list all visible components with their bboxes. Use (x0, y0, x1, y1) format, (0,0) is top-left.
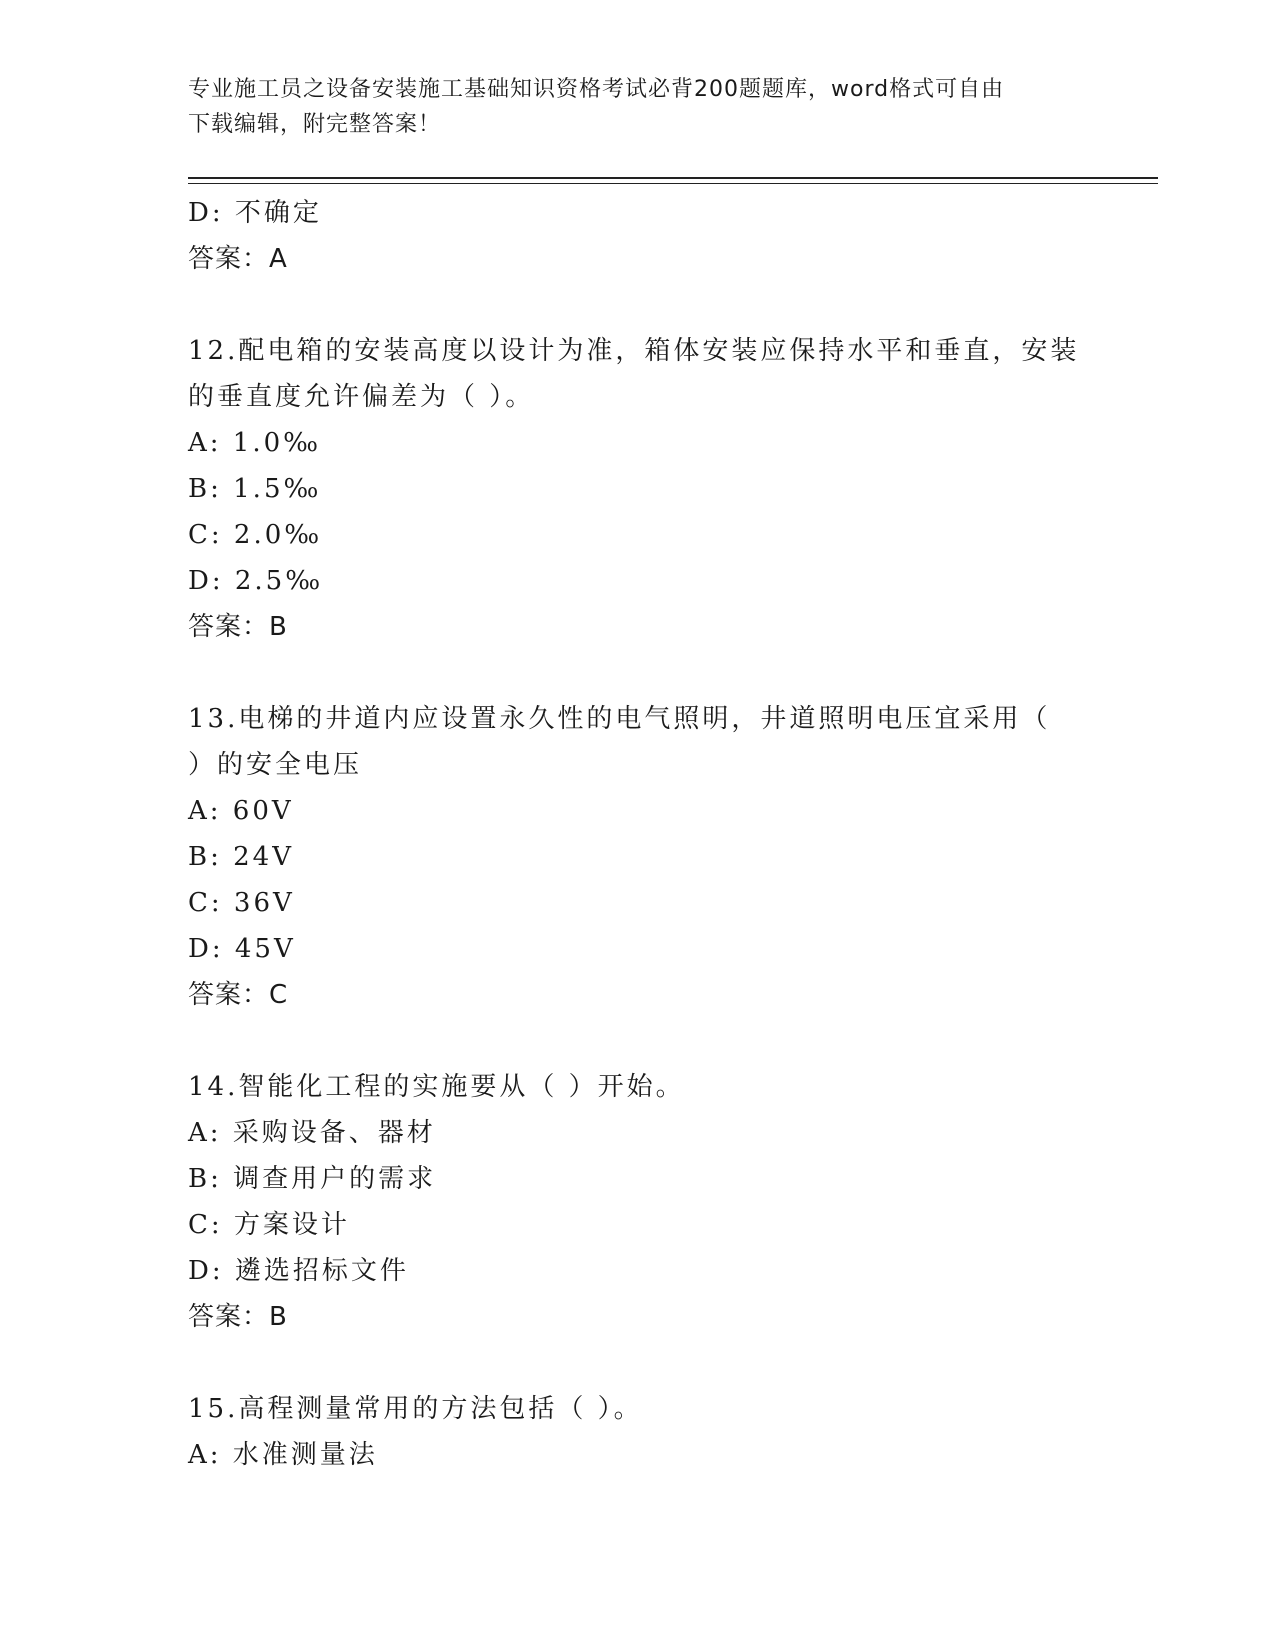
document-header (188, 72, 1088, 142)
question-14 (188, 1064, 1088, 1340)
option-c: C: 2.0‰ (188, 520, 323, 550)
option-c: C: 方案设计 (188, 1210, 350, 1240)
answer-line: 答案：B (188, 612, 288, 642)
question-stem-line: ）的安全电压 (188, 750, 363, 780)
question-stem-line: 14.智能化工程的实施要从（ ）开始。 (188, 1072, 685, 1102)
option-d: D: 45V (188, 934, 296, 964)
spacer (188, 282, 1088, 328)
option-a: A: 1.0‰ (188, 428, 322, 458)
option-d: D: 遴选招标文件 (188, 1256, 409, 1286)
answer-line: 答案：C (188, 980, 289, 1010)
question-stem-line: 的垂直度允许偏差为（ ）。 (188, 382, 535, 412)
option-b: B: 24V (188, 842, 294, 872)
option-b: B: 1.5‰ (188, 474, 322, 504)
option-d: D: 2.5‰ (188, 566, 324, 596)
answer-line: 答案：A (188, 244, 288, 274)
question-15 (188, 1386, 1088, 1478)
answer-line: 答案：B (188, 1302, 288, 1332)
header-divider-thin (188, 183, 1158, 184)
option-a: A: 60V (188, 796, 294, 826)
question-12 (188, 328, 1088, 650)
question-13 (188, 696, 1088, 1018)
spacer (188, 650, 1088, 696)
header-divider-thick (188, 177, 1158, 179)
option-b: B: 调查用户的需求 (188, 1164, 437, 1194)
option-a: A: 水准测量法 (188, 1440, 378, 1470)
question-stem-line: 15.高程测量常用的方法包括（ ）。 (188, 1394, 643, 1424)
question-list (188, 190, 1088, 1478)
header-title-line-2: 下载编辑，附完整答案！ (188, 112, 442, 137)
question-stem-line: 12.配电箱的安装高度以设计为准，箱体安装应保持水平和垂直，安装 (188, 336, 1080, 366)
question-stem-line: 13.电梯的井道内应设置永久性的电气照明，井道照明电压宜采用（ (188, 704, 1051, 734)
option-a: A: 采购设备、器材 (188, 1118, 436, 1148)
spacer (188, 1340, 1088, 1386)
option-c: C: 36V (188, 888, 295, 918)
spacer (188, 1018, 1088, 1064)
option-d: D: 不确定 (188, 198, 322, 228)
header-title-line-1: 专业施工员之设备安装施工基础知识资格考试必背200题题库，word格式可自由 (188, 77, 1005, 102)
